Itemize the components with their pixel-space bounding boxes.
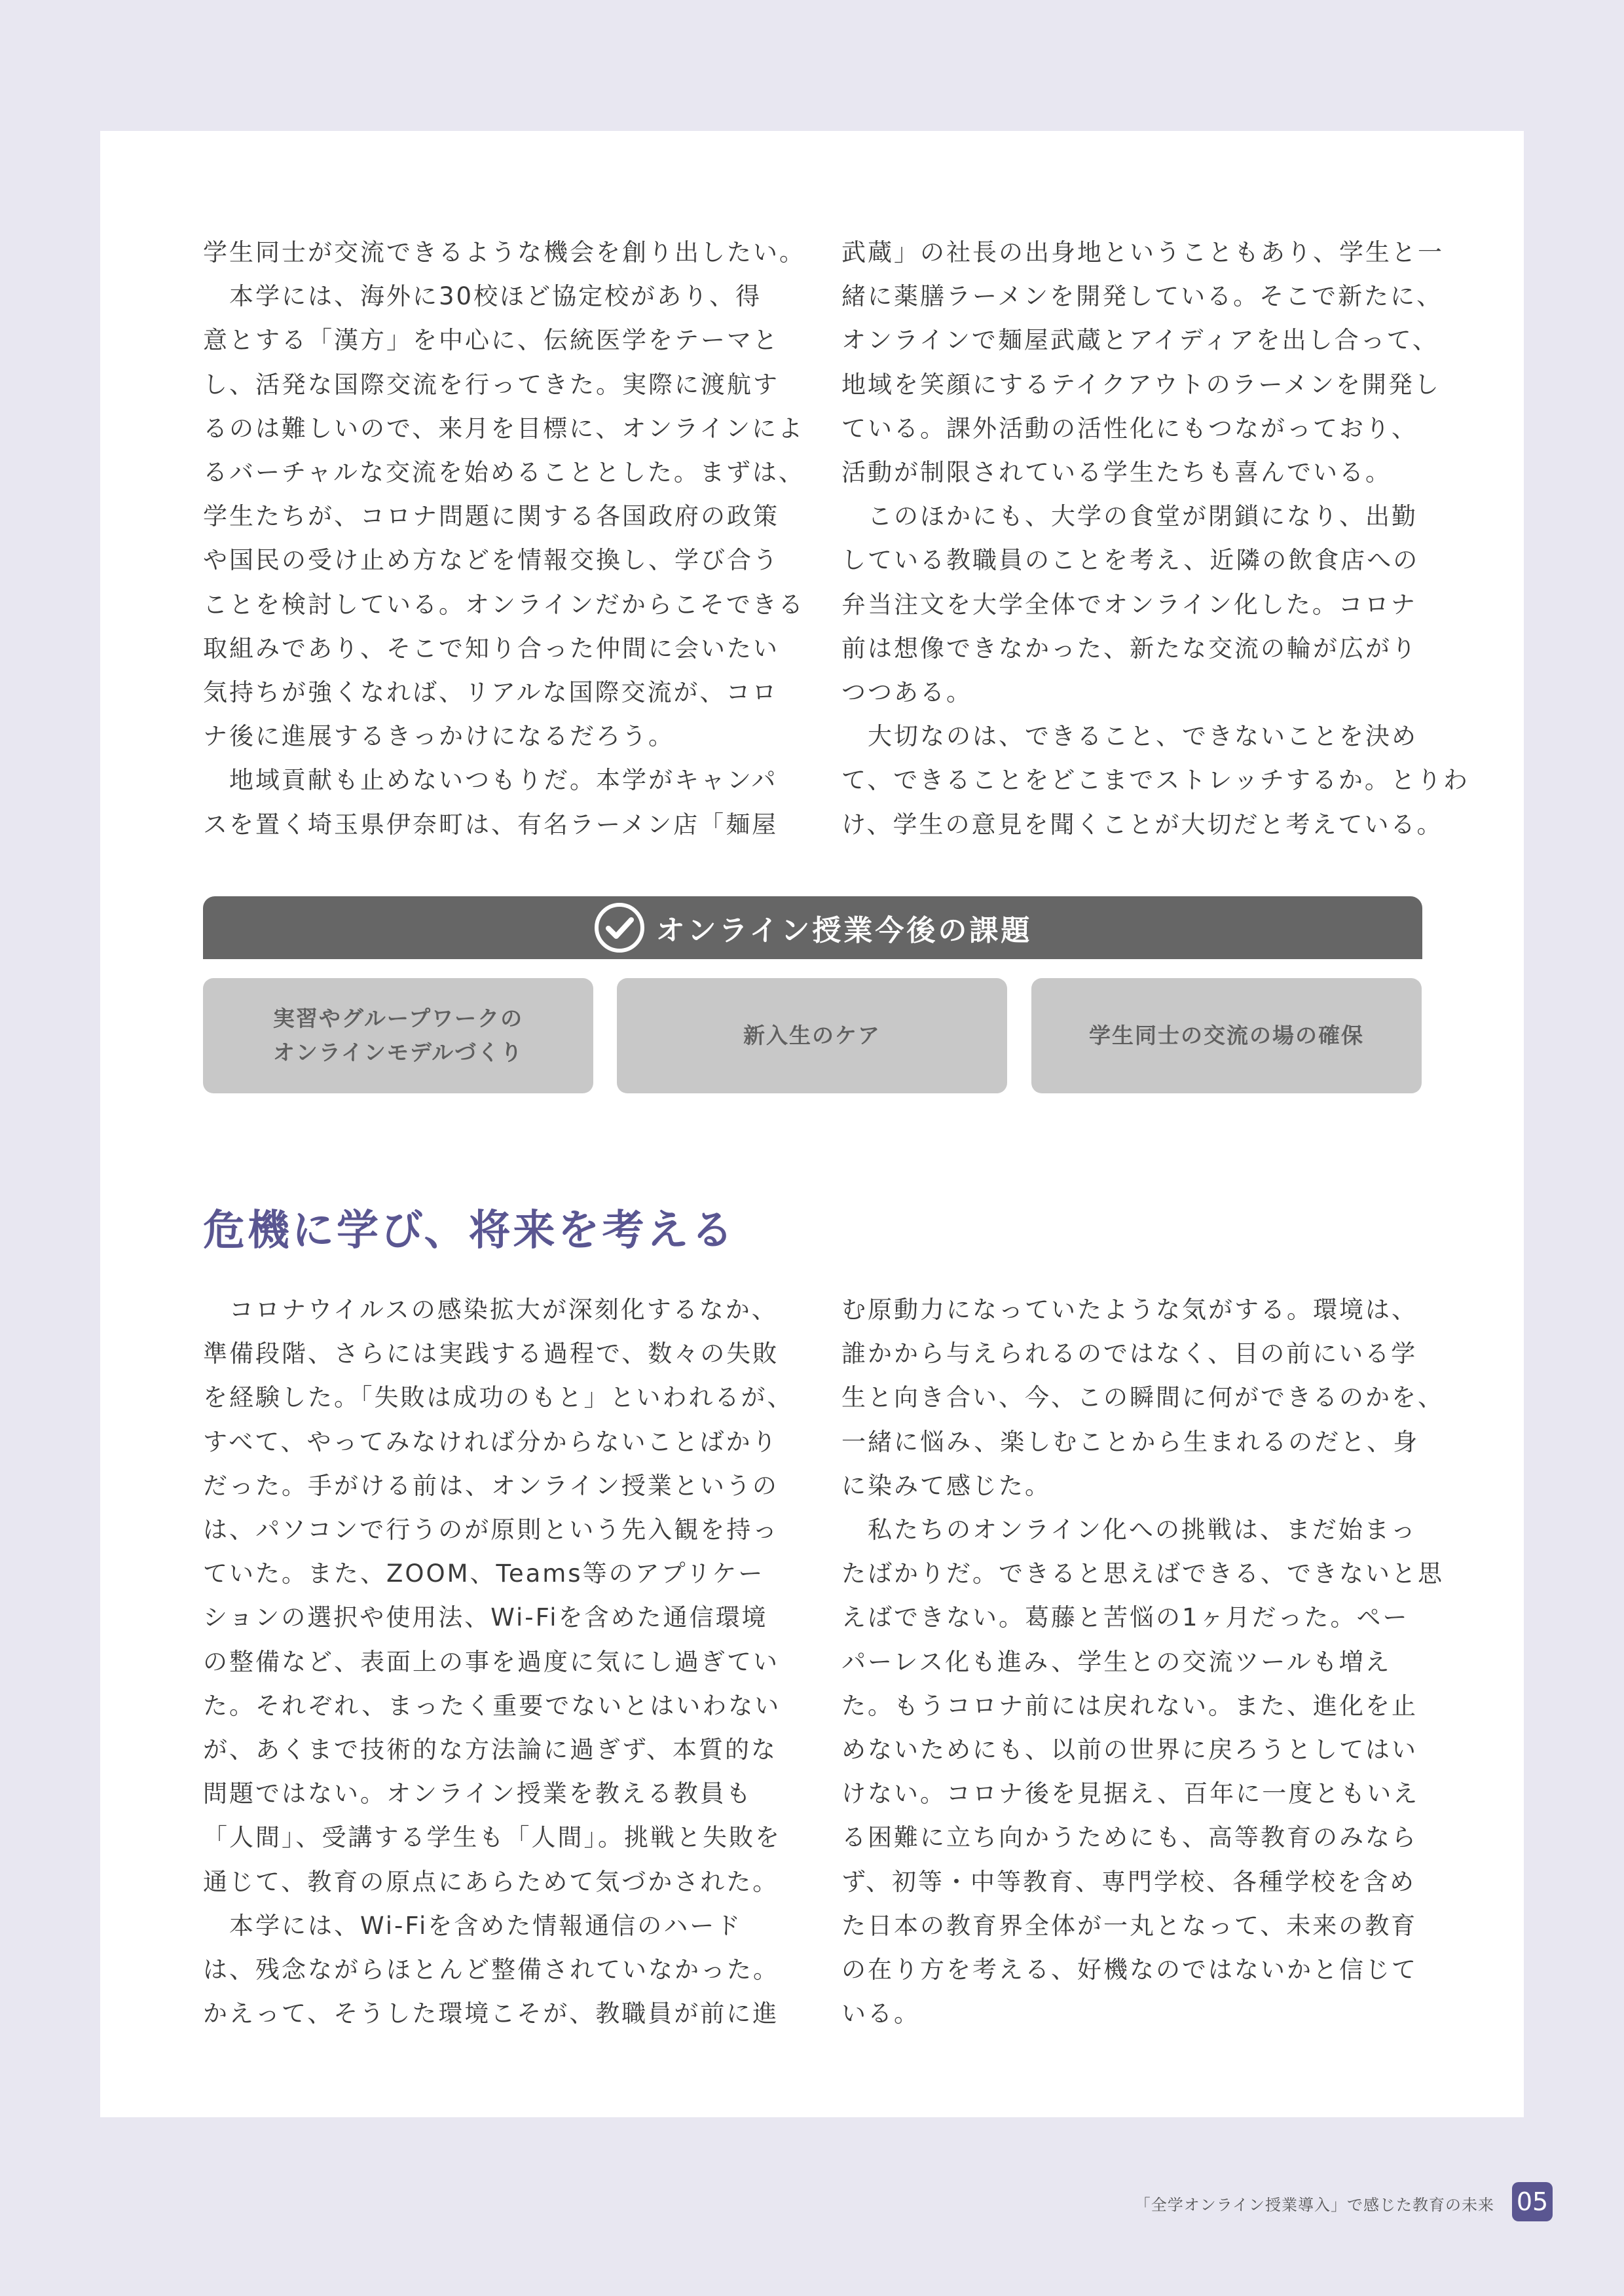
text-line: たばかりだ。できると思えばできる、できないと思 <box>841 1559 1444 1588</box>
text-line: めないためにも、以前の世界に戻ろうとしてはい <box>841 1736 1418 1764</box>
text-line: パーレス化も進み、学生との交流ツールも増え <box>841 1647 1392 1676</box>
text-line: 一緒に悩み、楽しむことから生まれるのだと、身 <box>841 1427 1420 1456</box>
text-line: えばできない。葛藤と苦悩の1ヶ月だった。ペー <box>841 1603 1409 1632</box>
text-line: 緒に薬膳ラーメンを開発している。そこで新たに、 <box>841 282 1443 311</box>
text-line: 地域貢献も止めないつもりだ。本学がキャンパ <box>229 766 778 795</box>
text-line: 問題ではない。オンライン授業を教える教員も <box>203 1779 752 1808</box>
text-line: ていた。また、ZOOM、Teams等のアプリケー <box>203 1559 765 1588</box>
text-line: このほかにも、大学の食堂が閉鎖になり、出勤 <box>868 502 1418 531</box>
text-line: 通じて、教育の原点にあらためて気づかされた。 <box>203 1867 779 1896</box>
section-heading: 危機に学び、将来を考える <box>203 1207 736 1255</box>
text-line: 活動が制限されている学生たちも喜んでいる。 <box>841 458 1392 487</box>
text-line: ことを検討している。オンラインだからこそできる <box>203 590 805 619</box>
text-line: の整備など、表面上の事を過度に気にし過ぎてい <box>203 1647 779 1676</box>
text-line: 前は想像できなかった、新たな交流の輪が広がり <box>841 634 1418 663</box>
text-line: 準備段階、さらには実践する過程で、数々の失敗 <box>203 1339 779 1368</box>
text-line: 学生たちが、コロナ問題に関する各国政府の政策 <box>203 502 779 531</box>
challenge-box-line: 新入生のケア <box>743 1023 881 1048</box>
text-line: 私たちのオンライン化への挑戦は、まだ始まっ <box>868 1516 1417 1544</box>
text-line: している教職員のことを考え、近隣の飲食店への <box>841 546 1420 575</box>
text-line: た。もうコロナ前には戻れない。また、進化を止 <box>841 1691 1418 1720</box>
text-line: の在り方を考える、好機なのではないかと信じて <box>841 1956 1418 1984</box>
text-line: 大切なのは、できること、できないことを決め <box>868 722 1418 751</box>
text-line: 地域を笑顔にするテイクアウトのラーメンを開発し <box>841 370 1441 399</box>
text-line: け、学生の意見を聞くことが大切だと考えている。 <box>841 810 1443 839</box>
page-number: 05 <box>1512 2182 1553 2221</box>
text-line: つつある。 <box>841 678 972 707</box>
text-line: 「人間」、受講する学生も「人間」。挑戦と失敗を <box>203 1823 781 1852</box>
footer-title: 「全学オンライン授業導入」で感じた教育の未来 <box>1134 2196 1494 2214</box>
text-line: オンラインで麺屋武蔵とアイディアを出し合って、 <box>841 326 1439 355</box>
text-line: た。それぞれ、まったく重要でないとはいわない <box>203 1691 781 1720</box>
text-line: るのは難しいので、来月を目標に、オンラインによ <box>203 414 805 443</box>
text-line: かえって、そうした環境こそが、教職員が前に進 <box>203 1999 779 2028</box>
section1-left-column <box>203 230 805 847</box>
check-circle-icon <box>593 902 646 954</box>
challenge-box-practice <box>203 978 593 1093</box>
section2-right-column <box>841 1288 1444 2035</box>
text-line: た日本の教育界全体が一丸となって、未来の教育 <box>841 1911 1418 1940</box>
text-line: だった。手がける前は、オンライン授業というの <box>203 1471 779 1500</box>
text-line: 学生同士が交流できるような機会を創り出したい。 <box>203 238 805 266</box>
text-line: ず、初等・中等教育、専門学校、各種学校を含め <box>841 1867 1416 1896</box>
banner-title: オンライン授業今後の課題 <box>655 914 1033 947</box>
section1-right-column <box>841 230 1469 847</box>
text-line: 弁当注文を大学全体でオンライン化した。コロナ <box>841 590 1417 619</box>
text-line: や国民の受け止め方などを情報交換し、学び合う <box>203 546 779 575</box>
challenge-box-line: 実習やグループワークの <box>272 1006 524 1031</box>
text-line: 武蔵」の社長の出身地ということもあり、学生と一 <box>841 238 1444 266</box>
text-line: けない。コロナ後を見据え、百年に一度ともいえ <box>841 1779 1420 1808</box>
text-line: る困難に立ち向かうためにも、高等教育のみなら <box>841 1823 1418 1852</box>
text-line: ナ後に進展するきっかけになるだろう。 <box>203 722 674 751</box>
text-line: スを置く埼玉県伊奈町は、有名ラーメン店「麺屋 <box>203 810 779 839</box>
text-line: 意とする「漢方」を中心に、伝統医学をテーマと <box>203 326 779 355</box>
text-line: 取組みであり、そこで知り合った仲間に会いたい <box>203 634 779 663</box>
text-line: に染みて感じた。 <box>841 1471 1051 1500</box>
text-line: む原動力になっていたような気がする。環境は、 <box>841 1296 1418 1324</box>
challenge-box-exchange <box>1031 978 1422 1093</box>
challenge-box-line: 学生同士の交流の場の確保 <box>1089 1023 1364 1048</box>
text-line: 気持ちが強くなれば、リアルな国際交流が、コロ <box>203 678 779 707</box>
challenge-box-line: オンラインモデルづくり <box>272 1040 524 1065</box>
text-line: すべて、やってみなければ分からないことばかり <box>203 1427 779 1456</box>
text-line: 誰かから与えられるのではなく、目の前にいる学 <box>841 1339 1418 1368</box>
text-line: ションの選択や使用法、Wi-Fiを含めた通信環境 <box>203 1603 768 1632</box>
text-line: 本学には、海外に30校ほど協定校があり、得 <box>229 282 762 311</box>
text-line: 生と向き合い、今、この瞬間に何ができるのかを、 <box>841 1383 1444 1412</box>
challenges-banner <box>203 896 1422 959</box>
text-line: て、できることをどこまでストレッチするか。とりわ <box>841 766 1469 795</box>
text-line: を経験した。「失敗は成功のもと」といわれるが、 <box>203 1383 794 1412</box>
text-line: は、残念ながらほとんど整備されていなかった。 <box>203 1956 779 1984</box>
text-line: るバーチャルな交流を始めることとした。まずは、 <box>203 458 805 487</box>
section2-left-column <box>203 1288 794 2035</box>
text-line: コロナウイルスの感染拡大が深刻化するなか、 <box>229 1296 778 1324</box>
text-line: は、パソコンで行うのが原則という先入観を持っ <box>203 1516 779 1544</box>
challenge-box-freshmen <box>617 978 1007 1093</box>
text-line: 本学には、Wi-Fiを含めた情報通信のハード <box>229 1911 743 1940</box>
text-line: ている。課外活動の活性化にもつながっており、 <box>841 414 1418 443</box>
text-line: し、活発な国際交流を行ってきた。実際に渡航す <box>203 370 779 399</box>
text-line: いる。 <box>841 1999 920 2028</box>
text-line: が、あくまで技術的な方法論に過ぎず、本質的な <box>203 1736 778 1764</box>
